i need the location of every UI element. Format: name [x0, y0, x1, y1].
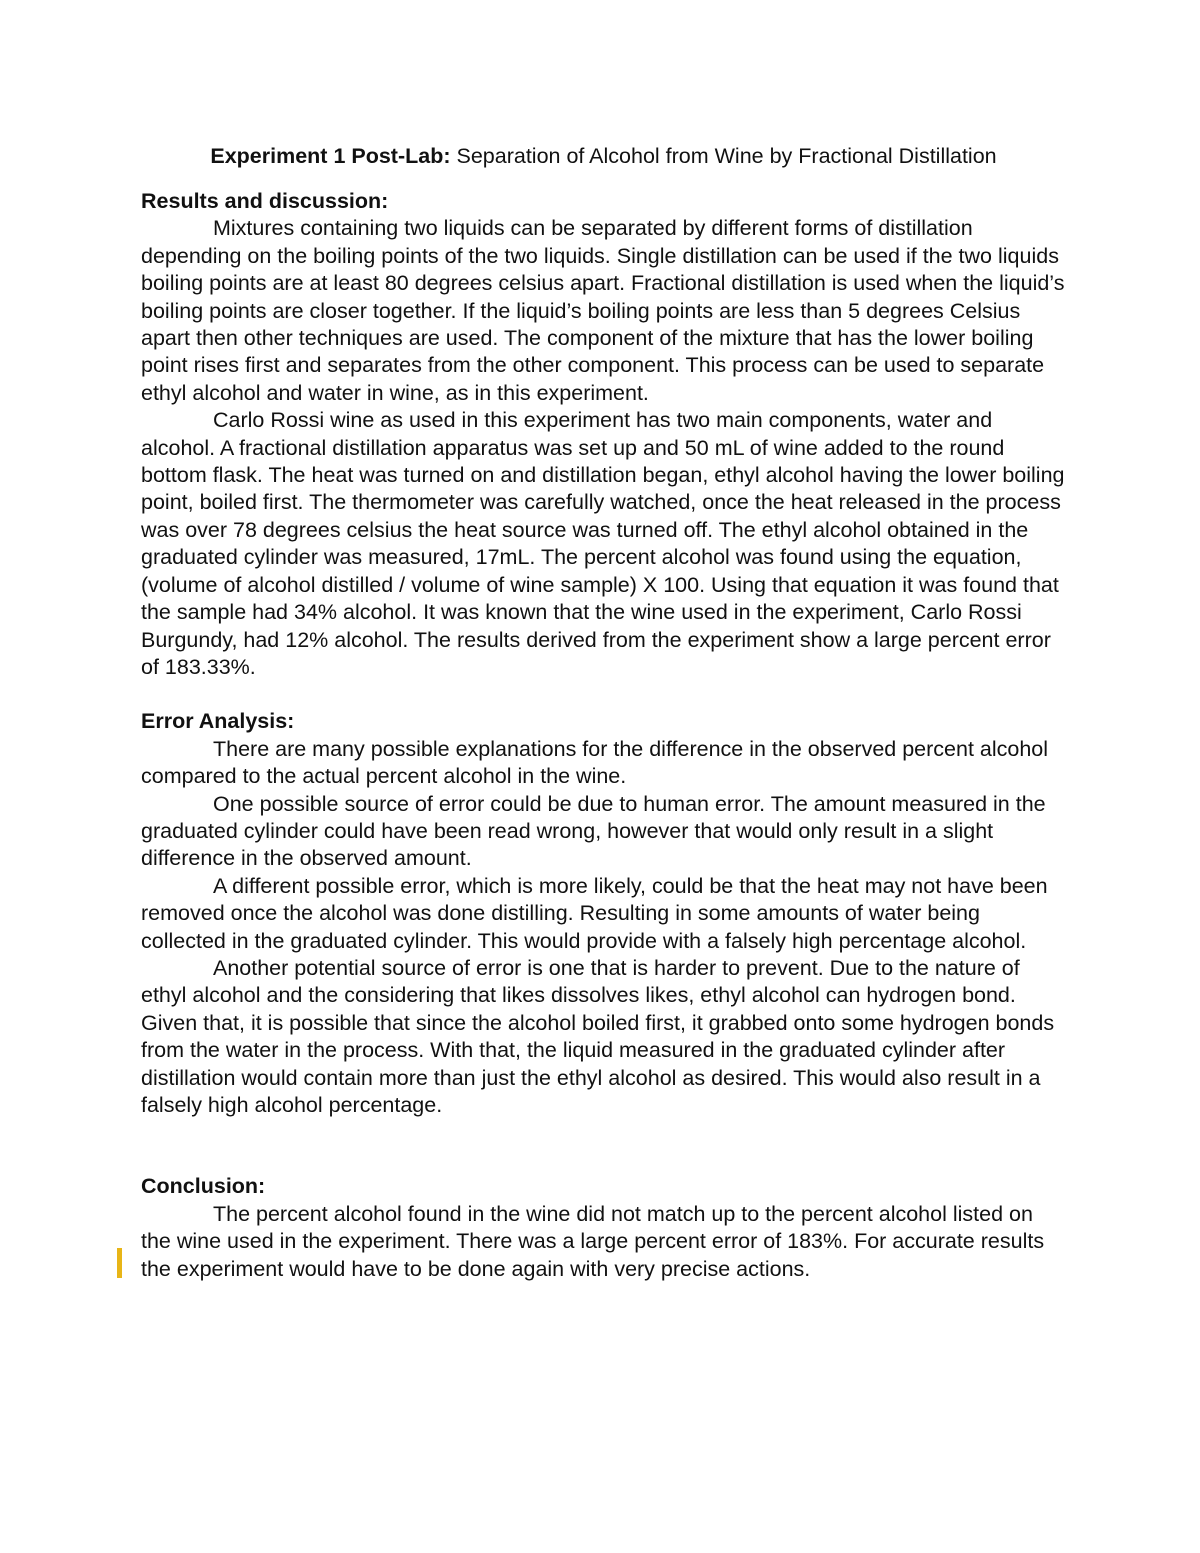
error-paragraph-1: There are many possible explanations for the difference in the observed percent alcohol compared to the actual percent alcohol in the wine.	[141, 736, 1049, 789]
title-bold-part: Experiment 1 Post-Lab:	[210, 144, 451, 168]
document-title	[141, 141, 1066, 171]
results-heading: Results and discussion:	[141, 189, 389, 213]
conclusion-heading: Conclusion:	[141, 1174, 266, 1199]
error-analysis-heading: Error Analysis:	[141, 709, 295, 734]
title-rest-part: Separation of Alcohol from Wine by Fractional Distillation	[450, 144, 997, 168]
error-paragraph-3: A different possible error, which is more likely, could be that the heat may not have been removed once the alcohol was done distilling. Resulting in some amounts of water being collected in the graduated cylinder. This would provide with a falsely high percentage alcohol.	[141, 873, 1048, 953]
results-paragraph-1: Mixtures containing two liquids can be separated by different forms of distillation depending on the boiling points of the two liquids. Single distillation can be used if the two liquids boiling points are at least 80 degrees celsius apart. Fractional distillation is used when the liquid’s boiling points are closer together. If the liquid’s boiling points are less than 5 degrees Celsius apart then other techniques are used. The component of the mixture that has the lower boiling point rises first and separates from the other component. This process can be used to separate ethyl alcohol and water in wine, as in this experiment.	[141, 216, 1065, 405]
section-spacer	[141, 681, 1066, 708]
conclusion-paragraph: The percent alcohol found in the wine did not match up to the percent alcohol listed on the wine used in the experiment. There was a large percent error of 183%. For accurate results the experiment would have to be done again with very precise actions.	[141, 1201, 1045, 1281]
document-page	[141, 141, 1066, 1283]
results-paragraph-2: Carlo Rossi wine as used in this experiment has two main components, water and alcohol. A fractional distillation apparatus was set up and 50 mL of wine added to the round bottom flask. The heat was turned on and distillation began, ethyl alcohol having the lower boiling point, boiled first. The thermometer was carefully watched, once the heat released in the process was over 78 degrees celsius the heat source was turned off. The ethyl alcohol obtained in the graduated cylinder was measured, 17mL. The percent alcohol was found using the equation, (volume of alcohol distilled / volume of wine sample) X 100. Using that equation it was found that the sample had 34% alcohol. It was known that the wine used in the experiment, Carlo Rossi Burgundy, had 12% alcohol. The results derived from the experiment show a large percent error of 183.33%.	[141, 408, 1065, 679]
section-spacer	[141, 1119, 1066, 1173]
error-paragraph-2: One possible source of error could be due to human error. The amount measured in the graduated cylinder could have been read wrong, however that would only result in a slight difference in the observed amount.	[141, 791, 1046, 871]
text-cursor-marker	[117, 1248, 122, 1278]
error-paragraph-4: Another potential source of error is one that is harder to prevent. Due to the nature of ethyl alcohol and the considering that likes dissolves likes, ethyl alcohol can hydrogen bond. Given that, it is possible that since the alcohol boiled first, it grabbed onto some hydrogen bonds from the water in the process. With that, the liquid measured in the graduated cylinder after distillation would contain more than just the ethyl alcohol as desired. This would also result in a falsely high alcohol percentage.	[141, 955, 1055, 1117]
